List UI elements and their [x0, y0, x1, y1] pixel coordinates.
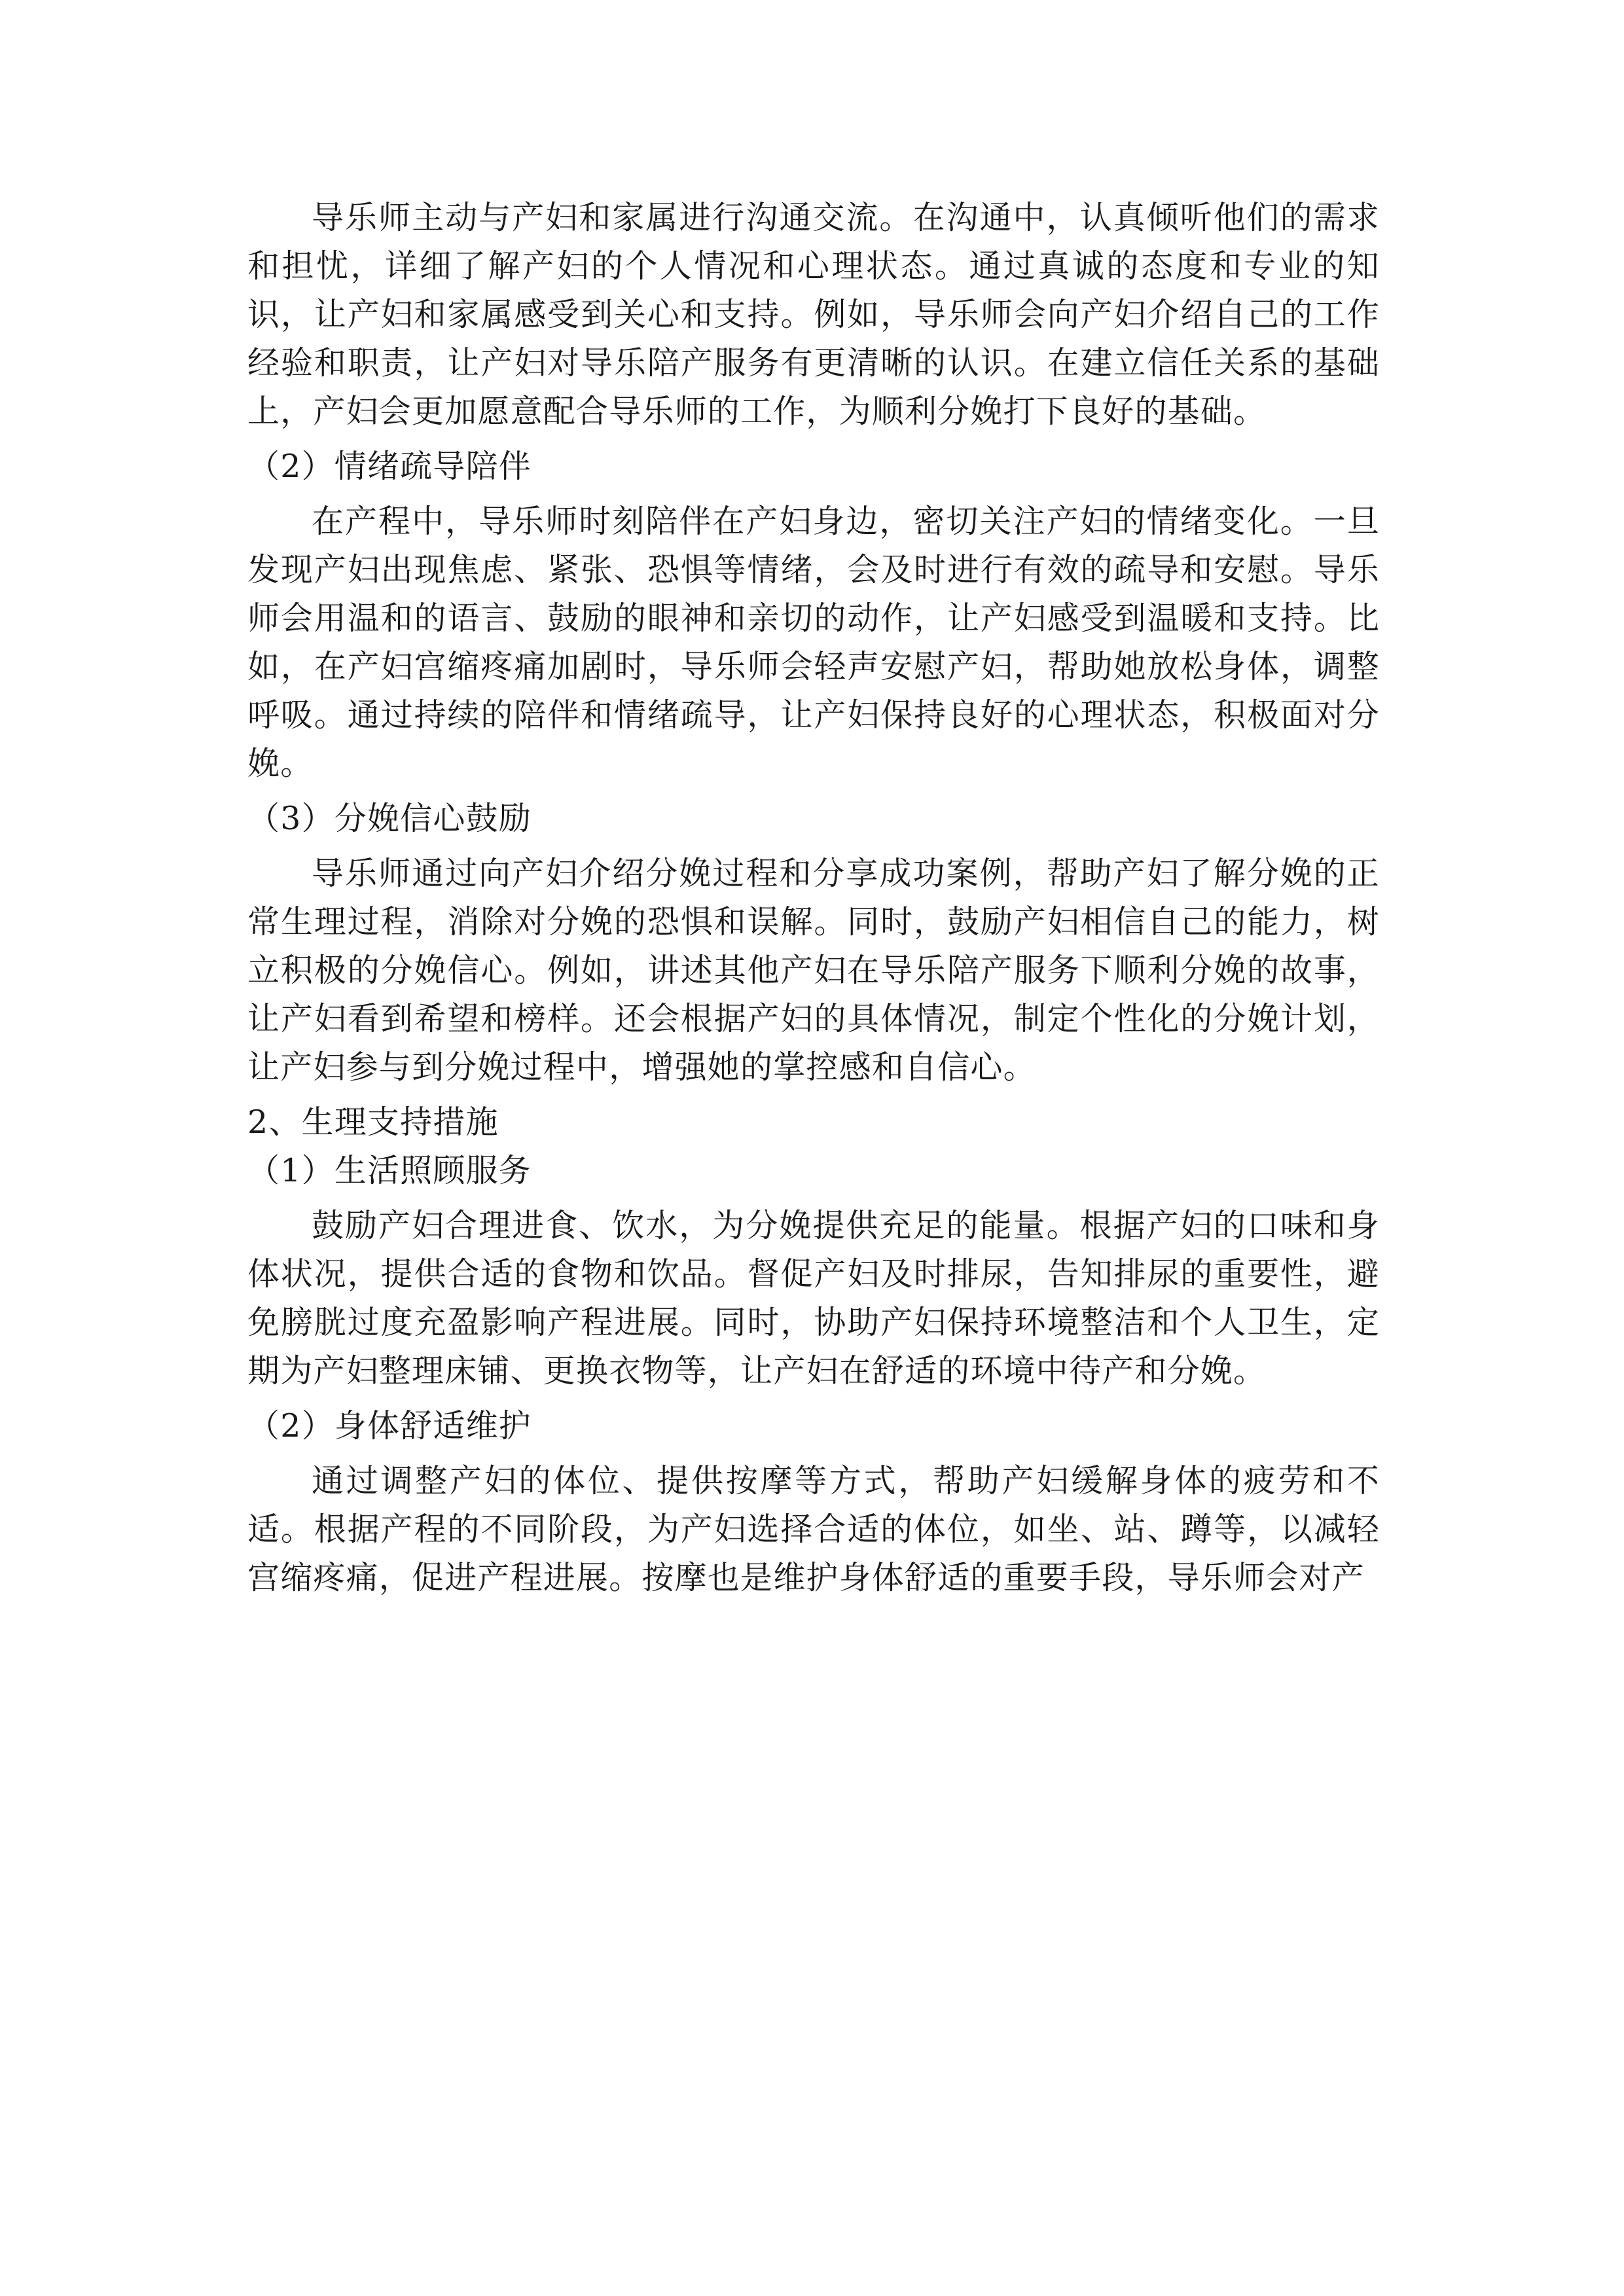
paragraph-daily-care: 鼓励产妇合理进食、饮水，为分娩提供充足的能量。根据产妇的口味和身体状况，提供合适的食物和饮品。督促产妇及时排尿，告知排尿的重要性，避免膀胱过度充盈影响产程进展。同时，协助产妇保持环境整洁和个人卫生，定期为产妇整理床铺、更换衣物等，让产妇在舒适的环境中待产和分娩。: [247, 1207, 1380, 1390]
paragraph-body-comfort: 通过调整产妇的体位、提供按摩等方式，帮助产妇缓解身体的疲劳和不适。根据产程的不同阶段，为产妇选择合适的体位，如坐、站、蹲等，以减轻宫缩疼痛，促进产程进展。按摩也是维护身体舒适的重要手段，导乐师会对产: [247, 1462, 1380, 1596]
subheading-body-comfort: （2）身体舒适维护: [247, 1407, 532, 1444]
document-page: [247, 194, 1380, 1602]
paragraph-trust-communication: 导乐师主动与产妇和家属进行沟通交流。在沟通中，认真倾听他们的需求和担忧，详细了解产妇的个人情况和心理状态。通过真诚的态度和专业的知识，让产妇和家属感受到关心和支持。例如，导乐师会向产妇介绍自己的工作经验和职责，让产妇对导乐陪产服务有更清晰的认识。在建立信任关系的基础上，产妇会更加愿意配合导乐师的工作，为顺利分娩打下良好的基础。: [247, 199, 1380, 430]
subheading-emotional-support: （2）情绪疏导陪伴: [247, 448, 532, 485]
paragraph-confidence: 导乐师通过向产妇介绍分娩过程和分享成功案例，帮助产妇了解分娩的正常生理过程，消除对分娩的恐惧和误解。同时，鼓励产妇相信自己的能力，树立积极的分娩信心。例如，讲述其他产妇在导乐陪产服务下顺利分娩的故事，让产妇看到希望和榜样。还会根据产妇的具体情况，制定个性化的分娩计划，让产妇参与到分娩过程中，增强她的掌控感和自信心。: [247, 855, 1380, 1086]
subheading-daily-care: （1）生活照顾服务: [247, 1152, 532, 1189]
paragraph-emotional-support: 在产程中，导乐师时刻陪伴在产妇身边，密切关注产妇的情绪变化。一旦发现产妇出现焦虑、紧张、恐惧等情绪，会及时进行有效的疏导和安慰。导乐师会用温和的语言、鼓励的眼神和亲切的动作，让产妇感受到温暖和支持。比如，在产妇宫缩疼痛加剧时，导乐师会轻声安慰产妇，帮助她放松身体，调整呼吸。通过持续的陪伴和情绪疏导，让产妇保持良好的心理状态，积极面对分娩。: [247, 503, 1380, 782]
subheading-confidence: （3）分娩信心鼓励: [247, 800, 532, 837]
section-heading-physiological-support: 2、生理支持措施: [247, 1103, 499, 1141]
